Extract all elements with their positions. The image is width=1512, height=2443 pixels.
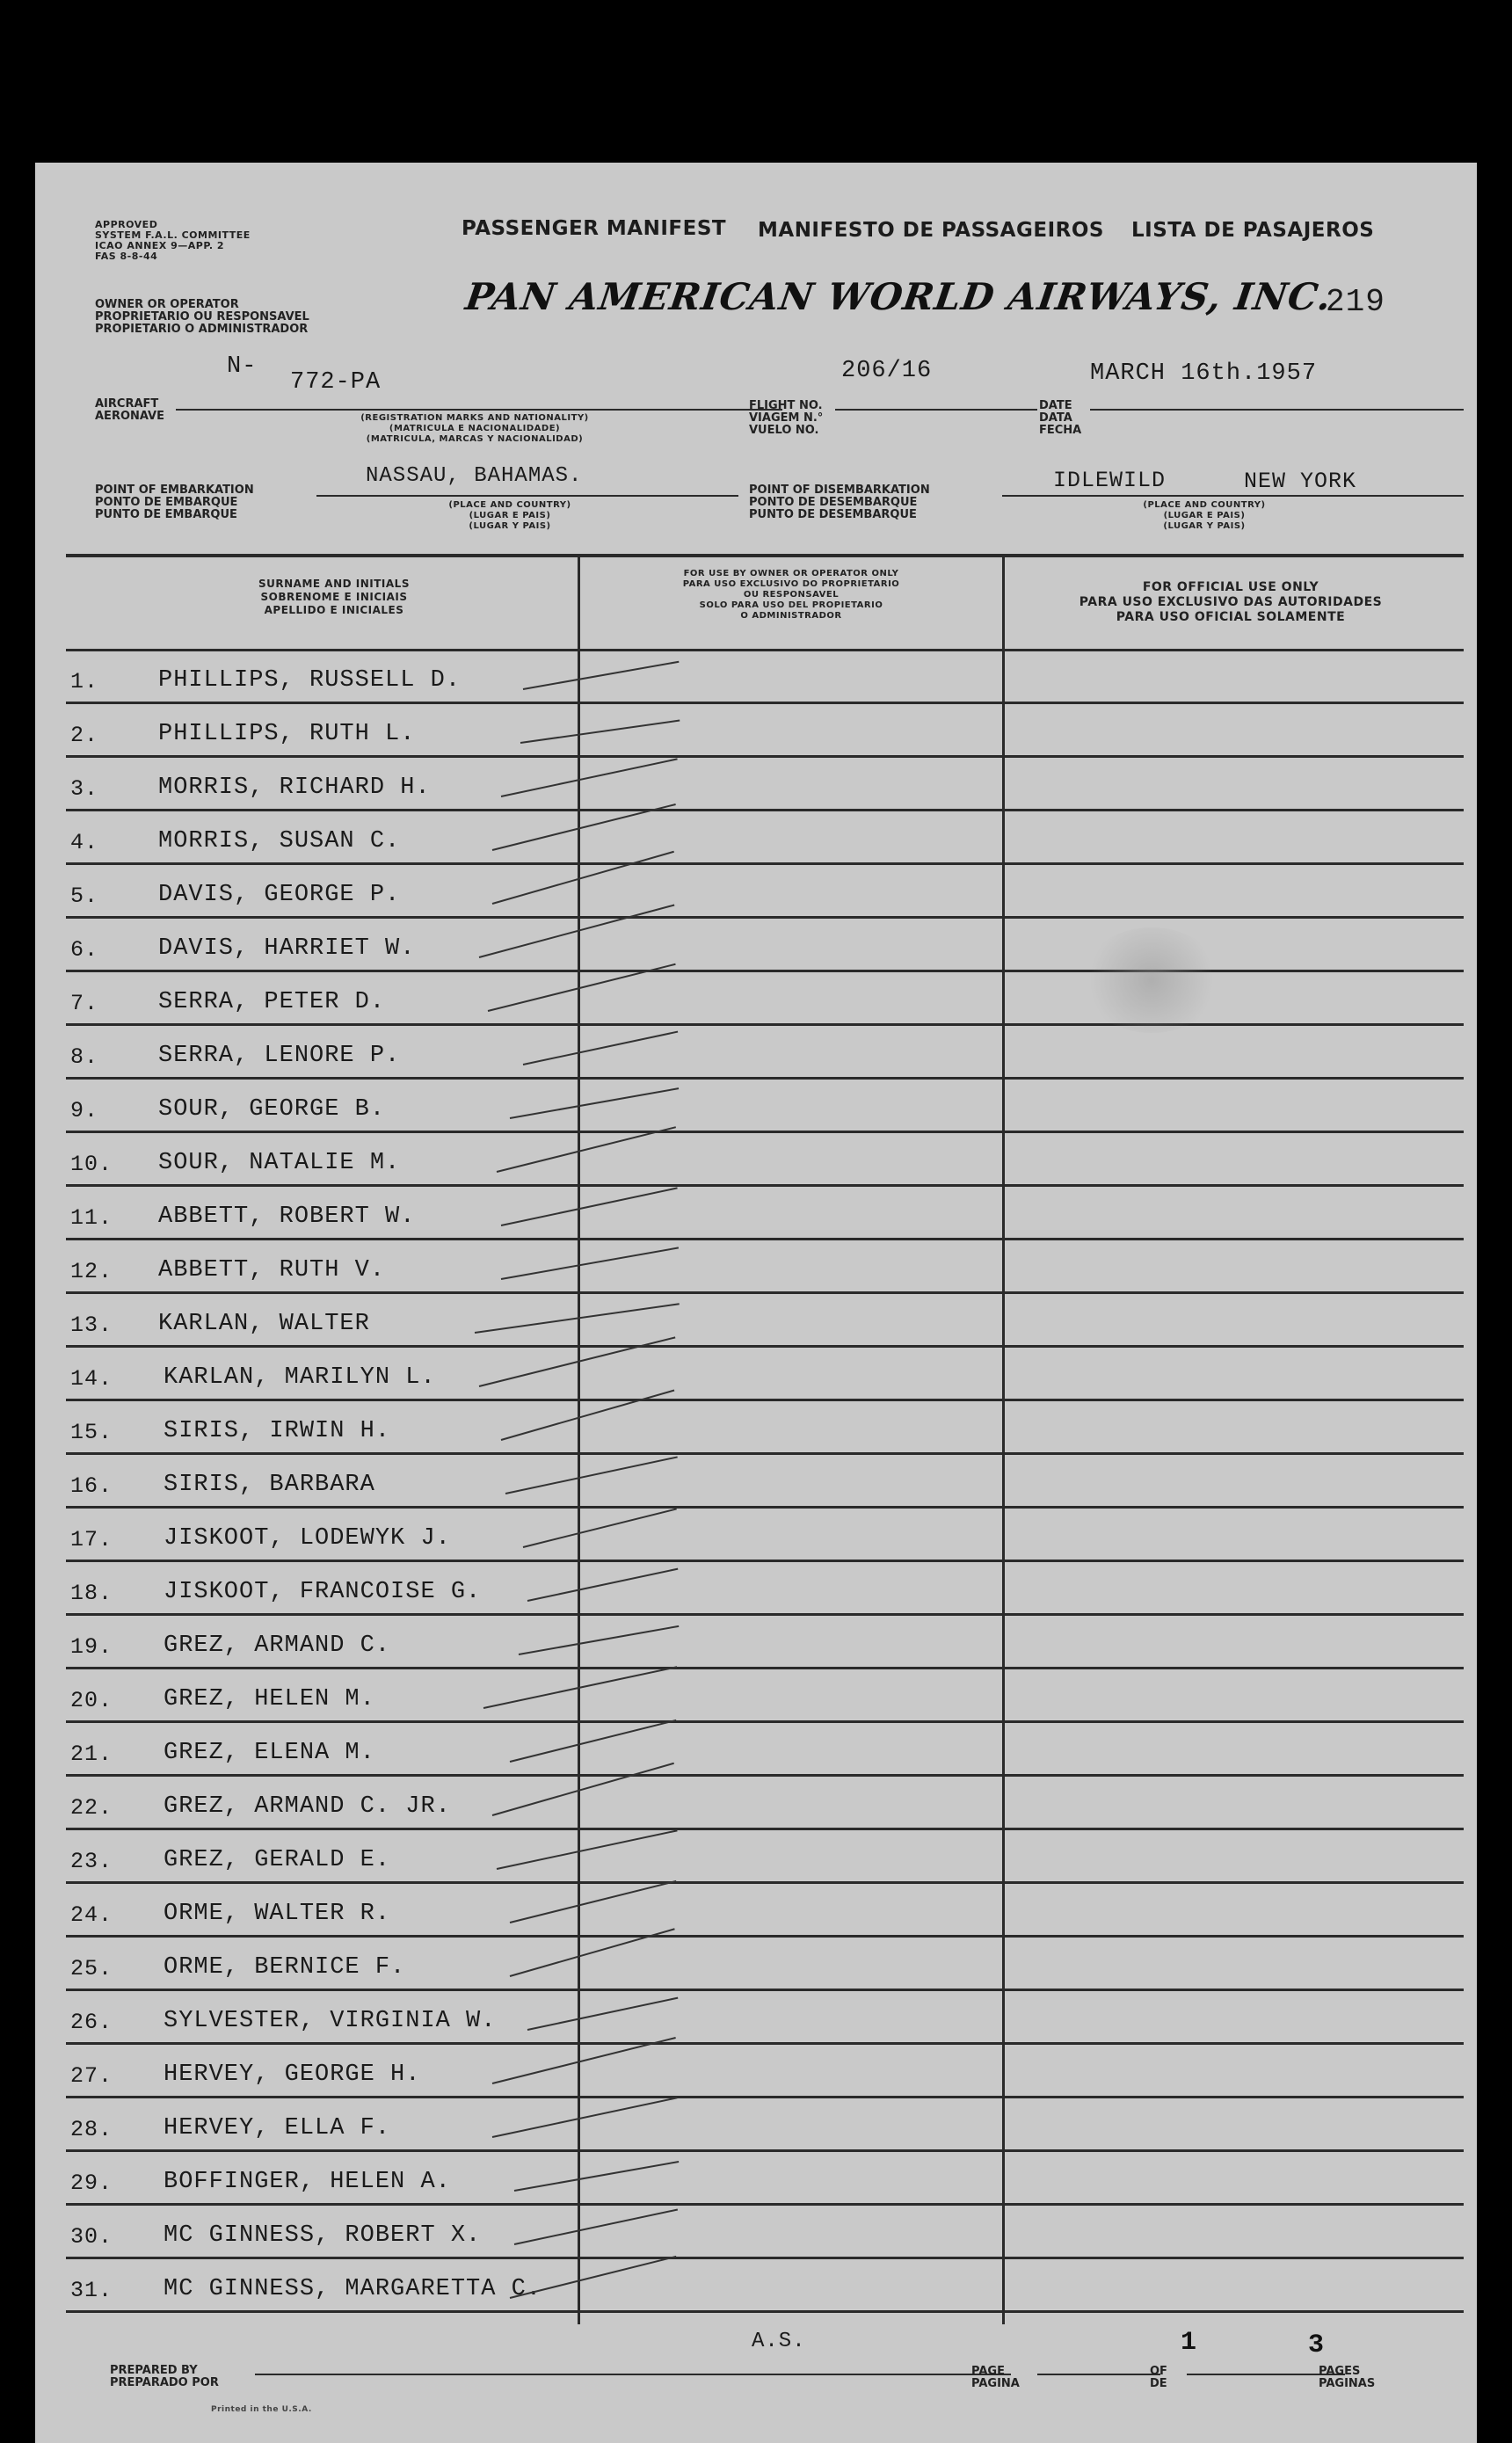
- prepared-by-value: A.S.: [752, 2330, 806, 2353]
- passenger-number: 4.: [70, 830, 99, 855]
- date-underline: [1090, 409, 1464, 411]
- passenger-number: 27.: [70, 2063, 113, 2089]
- passenger-number: 8.: [70, 1044, 99, 1070]
- passenger-number: 30.: [70, 2224, 113, 2250]
- date-value: MARCH 16th.1957: [1090, 360, 1318, 387]
- passenger-number: 28.: [70, 2117, 113, 2142]
- disembarkation-airport: IDLEWILD: [1053, 468, 1167, 493]
- row-rule: [66, 1560, 1464, 1562]
- page-label-en: PAGE: [971, 2365, 1005, 2378]
- date-label: [1039, 400, 1081, 437]
- column-header-name-en: SURNAME AND INITIALS: [258, 578, 410, 590]
- aircraft-caption: [281, 413, 668, 445]
- flight-label-es: VUELO NO.: [749, 424, 819, 437]
- of-label-pt: DE: [1150, 2377, 1167, 2390]
- passenger-name: SYLVESTER, VIRGINIA W.: [164, 2008, 497, 2034]
- passenger-name: DAVIS, GEORGE P.: [158, 882, 401, 908]
- column-header-name-pt: SOBRENOME E INICIAIS: [260, 591, 408, 603]
- aircraft-label-en: AIRCRAFT: [95, 397, 159, 411]
- passenger-number: 15.: [70, 1420, 113, 1445]
- passenger-number: 6.: [70, 937, 99, 963]
- page-label-pt: PAGINA: [971, 2377, 1020, 2390]
- embarkation-caption-1: (PLACE AND COUNTRY): [448, 500, 571, 510]
- flight-value: 206/16: [841, 358, 933, 384]
- row-rule: [66, 970, 1464, 972]
- row-rule: [66, 1077, 1464, 1080]
- column-header-official-pt: PARA USO EXCLUSIVO DAS AUTORIDADES: [1079, 595, 1383, 609]
- row-rule: [66, 1935, 1464, 1938]
- disembarkation-label-pt: PONTO DE DESEMBARQUE: [749, 496, 918, 509]
- disembarkation-caption-1: (PLACE AND COUNTRY): [1143, 500, 1266, 510]
- disembarkation-label: [749, 484, 930, 521]
- disembarkation-label-en: POINT OF DISEMBARKATION: [749, 484, 930, 497]
- embarkation-label-pt: PONTO DE EMBARQUE: [95, 496, 238, 509]
- owner-label-en: OWNER OR OPERATOR: [95, 298, 239, 311]
- row-rule: [66, 1613, 1464, 1616]
- disembarkation-caption: [1090, 500, 1319, 532]
- passenger-number: 29.: [70, 2170, 113, 2196]
- table-header-rule: [66, 649, 1464, 651]
- passenger-number: 7.: [70, 991, 99, 1016]
- column-header-owner-line: OU RESPONSAVEL: [743, 590, 840, 600]
- pages-total-value: 3: [1308, 2330, 1325, 2360]
- passenger-name: SOUR, GEORGE B.: [158, 1096, 386, 1123]
- column-header-owner-line: PARA USO EXCLUSIVO DO PROPRIETARIO: [682, 579, 900, 589]
- row-rule: [66, 1345, 1464, 1348]
- embarkation-caption-3: (LUGAR Y PAIS): [469, 521, 551, 531]
- column-header-official-use: [1011, 580, 1450, 625]
- column-header-name-es: APELLIDO E INICIALES: [264, 604, 404, 616]
- passenger-name: KARLAN, WALTER: [158, 1311, 370, 1337]
- aircraft-caption-1: (REGISTRATION MARKS AND NATIONALITY): [360, 413, 589, 423]
- column-header-owner-line: O ADMINISTRADOR: [740, 611, 842, 621]
- column-header-owner-line: SOLO PARA USO DEL PROPIETARIO: [699, 600, 883, 610]
- row-rule: [66, 1184, 1464, 1187]
- printed-note: Printed in the U.S.A.: [211, 2405, 312, 2414]
- passenger-name: ABBETT, ROBERT W.: [158, 1203, 416, 1230]
- passenger-name: PHILLIPS, RUSSELL D.: [158, 667, 462, 694]
- date-label-pt: DATA: [1039, 411, 1072, 425]
- date-label-es: FECHA: [1039, 424, 1082, 437]
- row-rule: [66, 2310, 1464, 2313]
- passenger-name: GREZ, ARMAND C.: [164, 1632, 391, 1659]
- row-rule: [66, 1023, 1464, 1026]
- passenger-number: 18.: [70, 1581, 113, 1606]
- flight-label-pt: VIAGEM N.°: [749, 411, 824, 425]
- passenger-number: 22.: [70, 1795, 113, 1821]
- embarkation-label-es: PUNTO DE EMBARQUE: [95, 508, 237, 521]
- page-number-value: 1: [1181, 2328, 1197, 2358]
- passenger-number: 21.: [70, 1741, 113, 1767]
- passenger-name: SERRA, PETER D.: [158, 989, 386, 1015]
- passenger-number: 19.: [70, 1634, 113, 1660]
- row-rule: [66, 1881, 1464, 1884]
- smudge-mark: [1081, 927, 1222, 1033]
- title-en: PASSENGER MANIFEST: [462, 217, 727, 240]
- disembarkation-caption-2: (LUGAR E PAIS): [1163, 511, 1246, 520]
- page-underline: [1037, 2374, 1160, 2375]
- embarkation-value: NASSAU, BAHAMAS.: [366, 464, 583, 488]
- passenger-number: 17.: [70, 1527, 113, 1552]
- row-rule: [66, 702, 1464, 704]
- flight-underline: [835, 409, 1037, 411]
- passenger-name: MC GINNESS, ROBERT X.: [164, 2222, 482, 2249]
- passenger-name: BOFFINGER, HELEN A.: [164, 2169, 451, 2195]
- passenger-name: MC GINNESS, MARGARETTA C.: [164, 2276, 542, 2302]
- approval-line: ICAO ANNEX 9—APP. 2: [95, 240, 225, 251]
- row-rule: [66, 2257, 1464, 2259]
- passenger-number: 12.: [70, 1259, 113, 1284]
- passenger-name: MORRIS, SUSAN C.: [158, 828, 401, 854]
- embarkation-label: [95, 484, 254, 521]
- passenger-name: SERRA, LENORE P.: [158, 1043, 401, 1069]
- embarkation-underline: [316, 495, 738, 497]
- row-rule: [66, 2203, 1464, 2206]
- passenger-name: GREZ, GERALD E.: [164, 1847, 391, 1873]
- row-rule: [66, 1989, 1464, 1991]
- passenger-number: 26.: [70, 2010, 113, 2035]
- prepared-by-label-pt: PREPARADO POR: [110, 2376, 219, 2389]
- passenger-number: 16.: [70, 1473, 113, 1499]
- row-rule: [66, 1828, 1464, 1830]
- approval-block: [95, 220, 251, 262]
- column-header-name: [141, 578, 527, 617]
- row-rule: [66, 2096, 1464, 2098]
- embarkation-caption: [404, 500, 615, 532]
- row-rule: [66, 1774, 1464, 1777]
- row-rule: [66, 916, 1464, 919]
- passenger-number: 14.: [70, 1366, 113, 1392]
- page-label: [971, 2366, 1020, 2390]
- passenger-name: ABBETT, RUTH V.: [158, 1257, 386, 1283]
- owner-label-es: PROPIETARIO O ADMINISTRADOR: [95, 323, 309, 336]
- owner-label: [95, 299, 309, 336]
- disembarkation-city: NEW YORK: [1244, 469, 1357, 494]
- passenger-number: 20.: [70, 1688, 113, 1713]
- row-rule: [66, 1506, 1464, 1509]
- passenger-name: ORME, BERNICE F.: [164, 1954, 406, 1981]
- row-rule: [66, 1238, 1464, 1240]
- passenger-name: JISKOOT, LODEWYK J.: [164, 1525, 451, 1552]
- passenger-name: KARLAN, MARILYN L.: [164, 1364, 436, 1391]
- title-es: LISTA DE PASAJEROS: [1131, 219, 1375, 242]
- flight-label: [749, 400, 823, 437]
- pages-label-pt: PAGINAS: [1319, 2377, 1376, 2390]
- row-rule: [66, 862, 1464, 865]
- embarkation-caption-2: (LUGAR E PAIS): [469, 511, 551, 520]
- passenger-name: JISKOOT, FRANCOISE G.: [164, 1579, 482, 1605]
- row-rule: [66, 1720, 1464, 1723]
- passenger-name: GREZ, ELENA M.: [164, 1740, 375, 1766]
- passenger-name: SIRIS, IRWIN H.: [164, 1418, 391, 1444]
- passenger-number: 13.: [70, 1312, 113, 1338]
- column-header-owner-line: FOR USE BY OWNER OR OPERATOR ONLY: [683, 569, 899, 578]
- passenger-name: ORME, WALTER R.: [164, 1901, 391, 1927]
- manifest-number: 219: [1326, 284, 1385, 320]
- row-rule: [66, 1667, 1464, 1669]
- of-label: [1150, 2366, 1167, 2390]
- row-rule: [66, 1131, 1464, 1133]
- row-rule: [66, 755, 1464, 758]
- passenger-number: 5.: [70, 883, 99, 909]
- date-label-en: DATE: [1039, 399, 1072, 412]
- row-rule: [66, 809, 1464, 811]
- column-header-owner-use: [585, 569, 998, 622]
- table-top-rule: [66, 554, 1464, 557]
- passenger-number: 25.: [70, 1956, 113, 1981]
- passenger-name: SOUR, NATALIE M.: [158, 1150, 401, 1176]
- aircraft-label-pt: AERONAVE: [95, 410, 165, 423]
- passenger-name: GREZ, HELEN M.: [164, 1686, 375, 1712]
- pages-label-en: PAGES: [1319, 2365, 1361, 2378]
- passenger-name: GREZ, ARMAND C. JR.: [164, 1793, 451, 1820]
- prepared-by-underline: [255, 2374, 1011, 2375]
- manifest-sheet: [35, 163, 1477, 2443]
- owner-label-pt: PROPRIETARIO OU RESPONSAVEL: [95, 310, 309, 324]
- row-rule: [66, 1291, 1464, 1294]
- column-header-official-es: PARA USO OFICIAL SOLAMENTE: [1116, 610, 1346, 624]
- disembarkation-underline: [1002, 495, 1464, 497]
- row-rule: [66, 2042, 1464, 2045]
- row-rule: [66, 1399, 1464, 1401]
- aircraft-caption-2: (MATRICULA E NACIONALIDADE): [389, 424, 561, 433]
- passenger-number: 2.: [70, 723, 99, 748]
- passenger-name: HERVEY, ELLA F.: [164, 2115, 391, 2141]
- pages-label: [1319, 2366, 1375, 2390]
- passenger-name: MORRIS, RICHARD H.: [158, 774, 431, 801]
- passenger-name: HERVEY, GEORGE H.: [164, 2061, 421, 2088]
- approval-line: APPROVED: [95, 219, 158, 230]
- passenger-name: SIRIS, BARBARA: [164, 1472, 375, 1498]
- disembarkation-caption-3: (LUGAR Y PAIS): [1163, 521, 1246, 531]
- passenger-number: 11.: [70, 1205, 113, 1231]
- prepared-by-label: [110, 2365, 219, 2389]
- passenger-number: 23.: [70, 1849, 113, 1874]
- column-divider-2: [1002, 557, 1005, 2324]
- aircraft-caption-3: (MATRICULA, MARCAS Y NACIONALIDAD): [366, 434, 584, 444]
- row-rule: [66, 2149, 1464, 2152]
- aircraft-label: [95, 398, 164, 423]
- embarkation-label-en: POINT OF EMBARKATION: [95, 484, 254, 497]
- passenger-number: 1.: [70, 669, 99, 694]
- disembarkation-label-es: PUNTO DE DESEMBARQUE: [749, 508, 917, 521]
- aircraft-underline: [176, 409, 782, 411]
- owner-value: PAN AMERICAN WORLD AIRWAYS, INC.: [462, 275, 1335, 318]
- passenger-name: PHILLIPS, RUTH L.: [158, 721, 416, 747]
- passenger-name: DAVIS, HARRIET W.: [158, 935, 416, 962]
- aircraft-value: 772-PA: [290, 369, 382, 396]
- passenger-number: 10.: [70, 1152, 113, 1177]
- approval-line: FAS 8-8-44: [95, 251, 158, 262]
- flight-label-en: FLIGHT NO.: [749, 399, 823, 412]
- column-header-official-en: FOR OFFICIAL USE ONLY: [1142, 580, 1319, 594]
- prepared-by-label-en: PREPARED BY: [110, 2364, 198, 2377]
- passenger-number: 3.: [70, 776, 99, 802]
- row-rule: [66, 1452, 1464, 1455]
- of-label-en: OF: [1150, 2365, 1167, 2378]
- aircraft-prefix: N-: [227, 353, 258, 380]
- title-pt: MANIFESTO DE PASSAGEIROS: [758, 219, 1104, 242]
- passenger-number: 31.: [70, 2278, 113, 2303]
- passenger-number: 9.: [70, 1098, 99, 1123]
- approval-line: SYSTEM F.A.L. COMMITTEE: [95, 229, 251, 241]
- passenger-number: 24.: [70, 1902, 113, 1928]
